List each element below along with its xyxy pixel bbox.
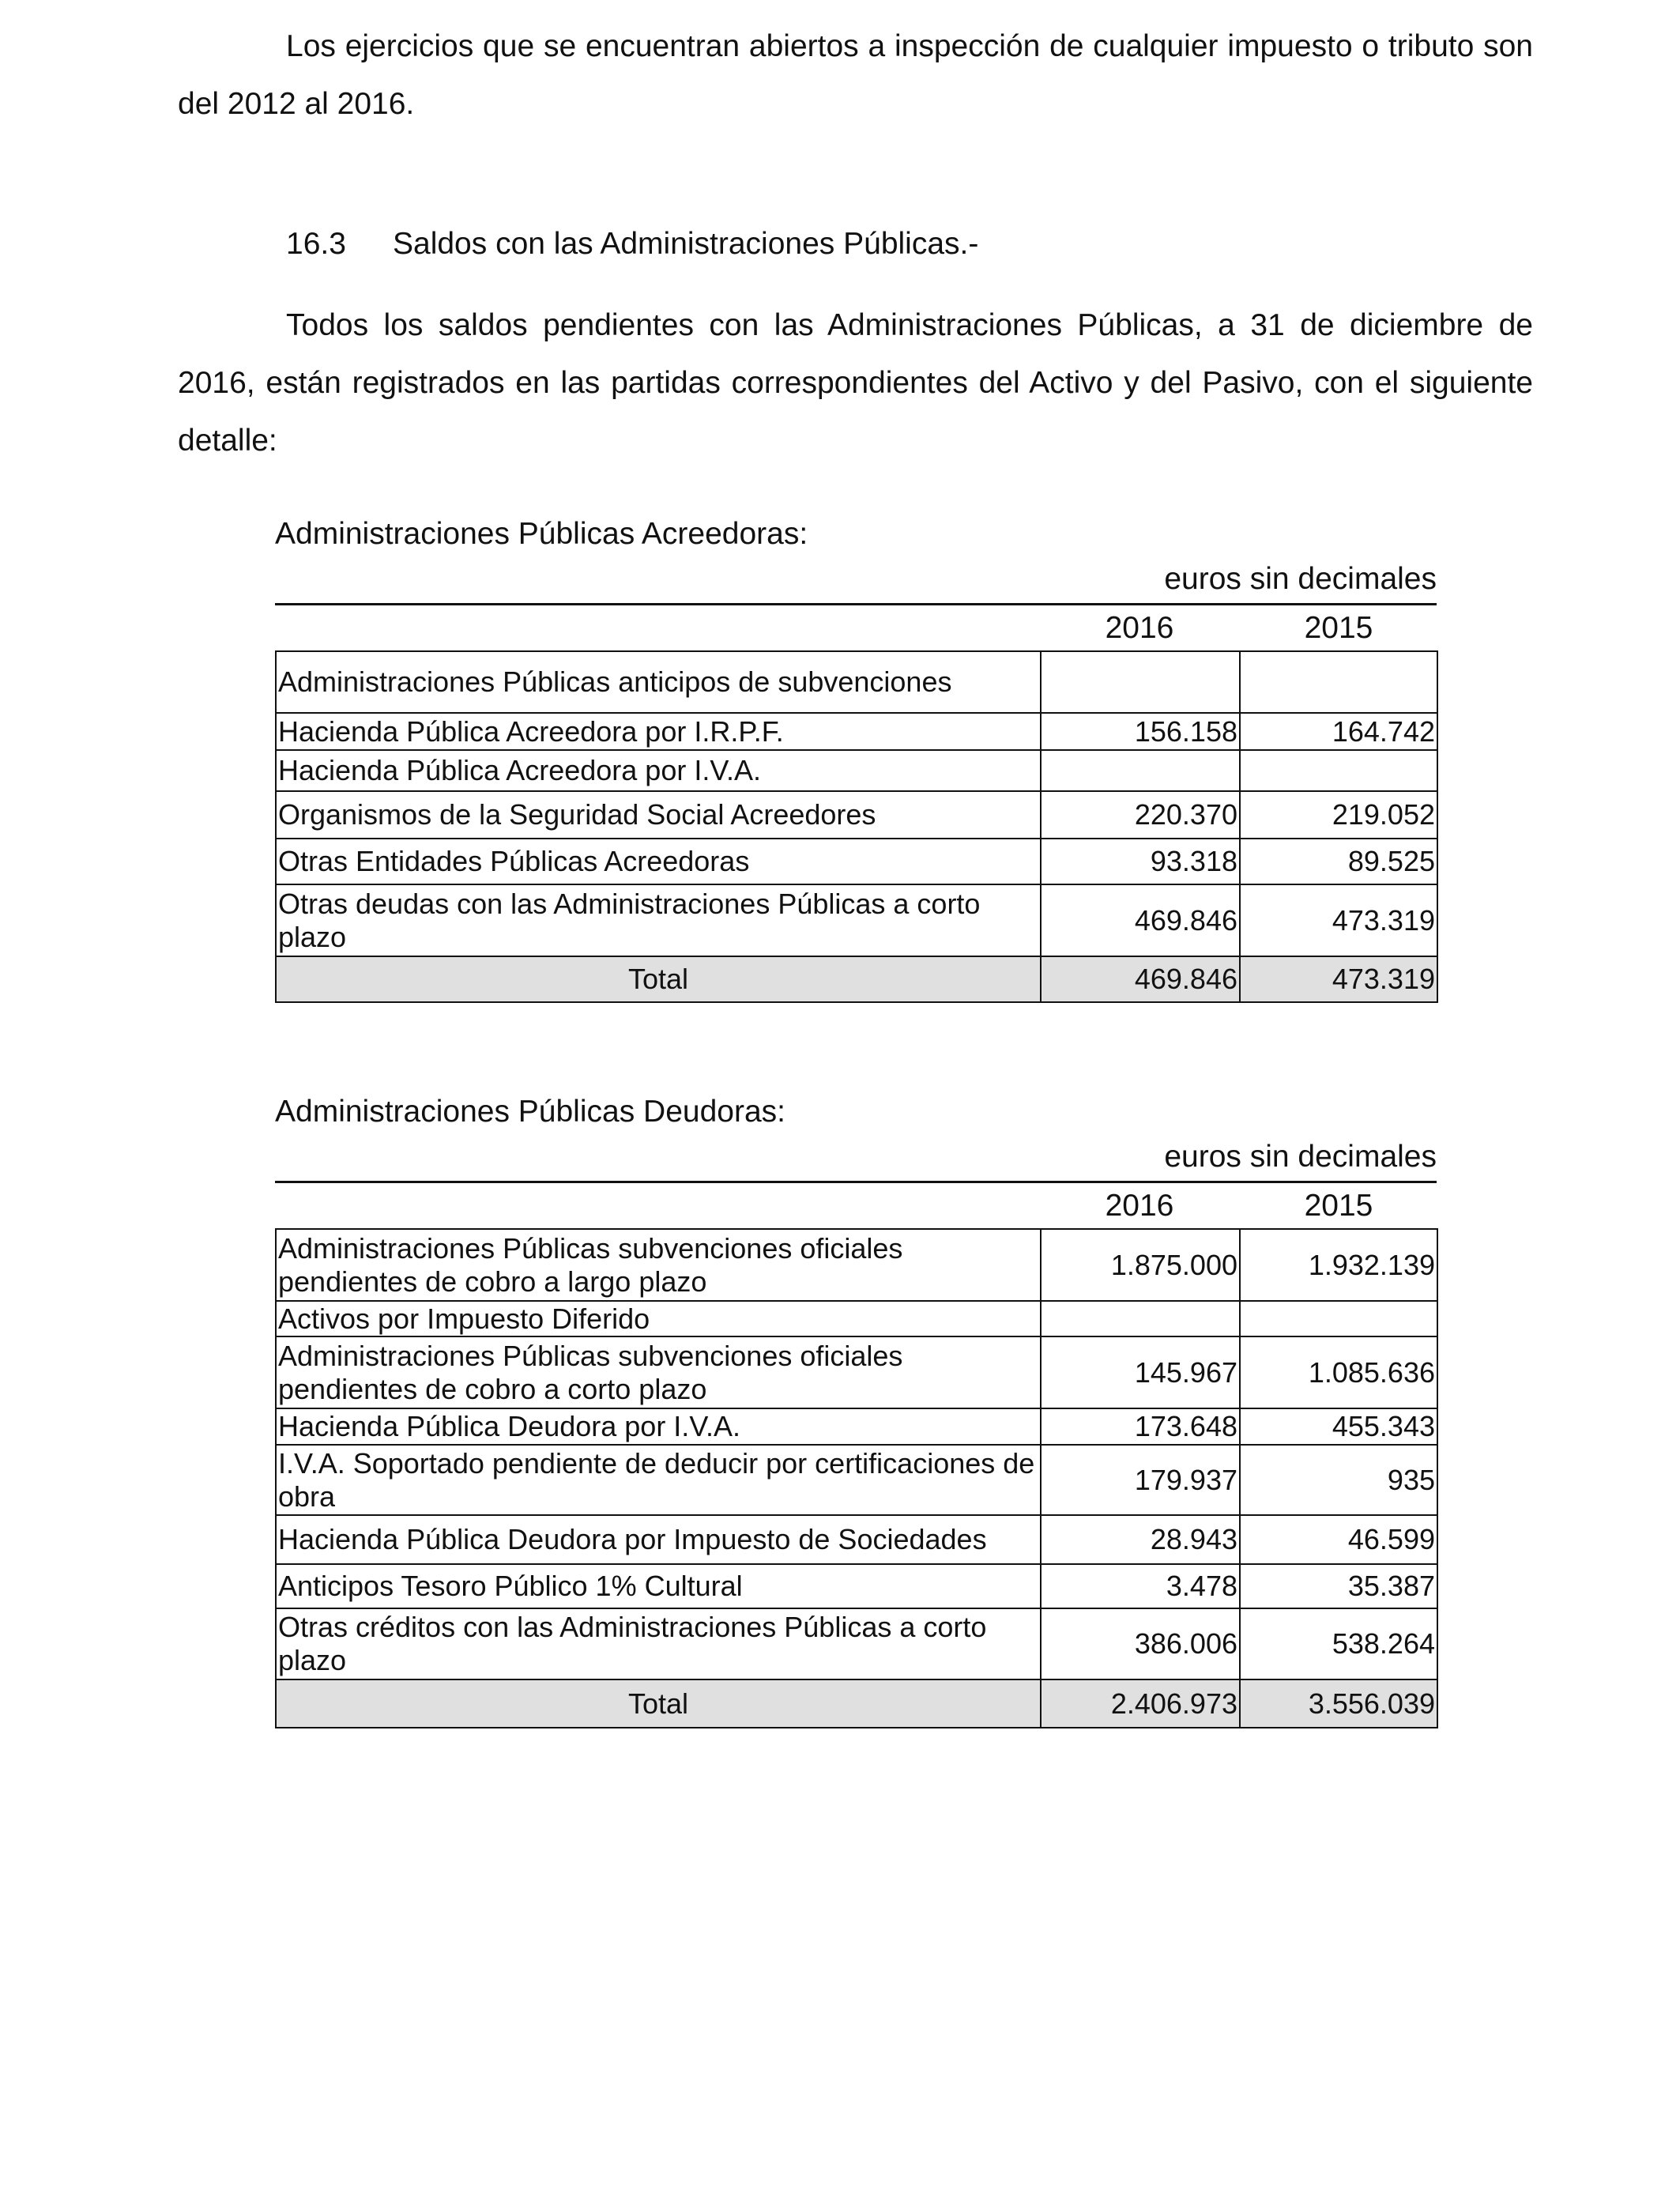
deudoras-units: euros sin decimales bbox=[1164, 1140, 1437, 1174]
row-label: Otras deudas con las Administraciones Públicas a corto plazo bbox=[276, 884, 1041, 956]
acreedoras-rule bbox=[275, 603, 1437, 605]
row-label: Hacienda Pública Acreedora por I.R.P.F. bbox=[276, 713, 1041, 750]
row-label: I.V.A. Soportado pendiente de deducir por certificaciones de obra bbox=[276, 1445, 1041, 1515]
intro-paragraph bbox=[178, 17, 1533, 133]
total-2016: 469.846 bbox=[1041, 956, 1240, 1002]
value-2016: 220.370 bbox=[1041, 791, 1240, 839]
value-2015: 1.085.636 bbox=[1240, 1336, 1437, 1408]
value-2015: 935 bbox=[1240, 1445, 1437, 1515]
acreedoras-year-2015: 2015 bbox=[1304, 611, 1373, 645]
value-2015 bbox=[1240, 1301, 1437, 1336]
deudoras-rule bbox=[275, 1181, 1437, 1183]
body-text: Todos los saldos pendientes con las Administraciones Públicas, a 31 de diciembre de 2016, están registrados en las partidas correspondientes del Activo y del Pasivo, con el siguiente detalle: bbox=[178, 308, 1533, 458]
value-2015: 46.599 bbox=[1240, 1515, 1437, 1564]
section-number: 16.3 bbox=[286, 227, 346, 261]
table-row bbox=[276, 1608, 1437, 1679]
total-label: Total bbox=[276, 1679, 1041, 1728]
acreedoras-title: Administraciones Públicas Acreedoras: bbox=[275, 517, 808, 551]
value-2016 bbox=[1041, 1301, 1240, 1336]
value-2016: 1.875.000 bbox=[1041, 1229, 1240, 1301]
table-row bbox=[276, 1445, 1437, 1515]
total-label: Total bbox=[276, 956, 1041, 1002]
value-2016: 93.318 bbox=[1041, 839, 1240, 884]
table-row bbox=[276, 884, 1437, 956]
value-2016 bbox=[1041, 651, 1240, 713]
value-2015: 538.264 bbox=[1240, 1608, 1437, 1679]
row-label: Anticipos Tesoro Público 1% Cultural bbox=[276, 1564, 1041, 1608]
value-2016: 28.943 bbox=[1041, 1515, 1240, 1564]
value-2015: 473.319 bbox=[1240, 884, 1437, 956]
row-label: Administraciones Públicas subvenciones oficiales pendientes de cobro a corto plazo bbox=[276, 1336, 1041, 1408]
value-2016: 469.846 bbox=[1041, 884, 1240, 956]
acreedoras-table bbox=[275, 650, 1438, 1003]
total-2015: 3.556.039 bbox=[1240, 1679, 1437, 1728]
value-2015 bbox=[1240, 651, 1437, 713]
row-label: Administraciones Públicas subvenciones oficiales pendientes de cobro a largo plazo bbox=[276, 1229, 1041, 1301]
row-label: Hacienda Pública Deudora por Impuesto de Sociedades bbox=[276, 1515, 1041, 1564]
total-row bbox=[276, 956, 1437, 1002]
deudoras-year-2015: 2015 bbox=[1304, 1189, 1373, 1223]
acreedoras-year-2016: 2016 bbox=[1105, 611, 1174, 645]
table-row bbox=[276, 713, 1437, 750]
table-row bbox=[276, 750, 1437, 791]
value-2015: 89.525 bbox=[1240, 839, 1437, 884]
value-2015 bbox=[1240, 750, 1437, 791]
value-2016 bbox=[1041, 750, 1240, 791]
table-row bbox=[276, 1515, 1437, 1564]
total-row bbox=[276, 1679, 1437, 1728]
value-2016: 3.478 bbox=[1041, 1564, 1240, 1608]
value-2016: 156.158 bbox=[1041, 713, 1240, 750]
acreedoras-year-header bbox=[275, 606, 1437, 650]
value-2015: 455.343 bbox=[1240, 1408, 1437, 1445]
intro-text: Los ejercicios que se encuentran abiertos a inspección de cualquier impuesto o tributo son del 2012 al 2016. bbox=[178, 29, 1533, 121]
deudoras-year-header bbox=[275, 1184, 1437, 1228]
row-label: Activos por Impuesto Diferido bbox=[276, 1301, 1041, 1336]
value-2016: 386.006 bbox=[1041, 1608, 1240, 1679]
value-2016: 145.967 bbox=[1041, 1336, 1240, 1408]
value-2015: 219.052 bbox=[1240, 791, 1437, 839]
row-label: Otras Entidades Públicas Acreedoras bbox=[276, 839, 1041, 884]
value-2015: 164.742 bbox=[1240, 713, 1437, 750]
total-2015: 473.319 bbox=[1240, 956, 1437, 1002]
row-label: Hacienda Pública Deudora por I.V.A. bbox=[276, 1408, 1041, 1445]
table-row bbox=[276, 651, 1437, 713]
table-row bbox=[276, 1301, 1437, 1336]
row-label: Administraciones Públicas anticipos de subvenciones bbox=[276, 651, 1041, 713]
table-row bbox=[276, 839, 1437, 884]
deudoras-title: Administraciones Públicas Deudoras: bbox=[275, 1095, 785, 1129]
table-row bbox=[276, 791, 1437, 839]
table-row bbox=[276, 1408, 1437, 1445]
row-label: Organismos de la Seguridad Social Acreedores bbox=[276, 791, 1041, 839]
value-2015: 1.932.139 bbox=[1240, 1229, 1437, 1301]
table-row bbox=[276, 1229, 1437, 1301]
table-row bbox=[276, 1336, 1437, 1408]
deudoras-table bbox=[275, 1228, 1438, 1728]
value-2015: 35.387 bbox=[1240, 1564, 1437, 1608]
value-2016: 179.937 bbox=[1041, 1445, 1240, 1515]
section-title: Saldos con las Administraciones Públicas.- bbox=[393, 227, 979, 261]
row-label: Otras créditos con las Administraciones Públicas a corto plazo bbox=[276, 1608, 1041, 1679]
section-heading bbox=[286, 215, 978, 273]
deudoras-year-2016: 2016 bbox=[1105, 1189, 1174, 1223]
body-paragraph bbox=[178, 296, 1533, 469]
total-2016: 2.406.973 bbox=[1041, 1679, 1240, 1728]
row-label: Hacienda Pública Acreedora por I.V.A. bbox=[276, 750, 1041, 791]
acreedoras-units: euros sin decimales bbox=[1164, 562, 1437, 596]
value-2016: 173.648 bbox=[1041, 1408, 1240, 1445]
table-row bbox=[276, 1564, 1437, 1608]
